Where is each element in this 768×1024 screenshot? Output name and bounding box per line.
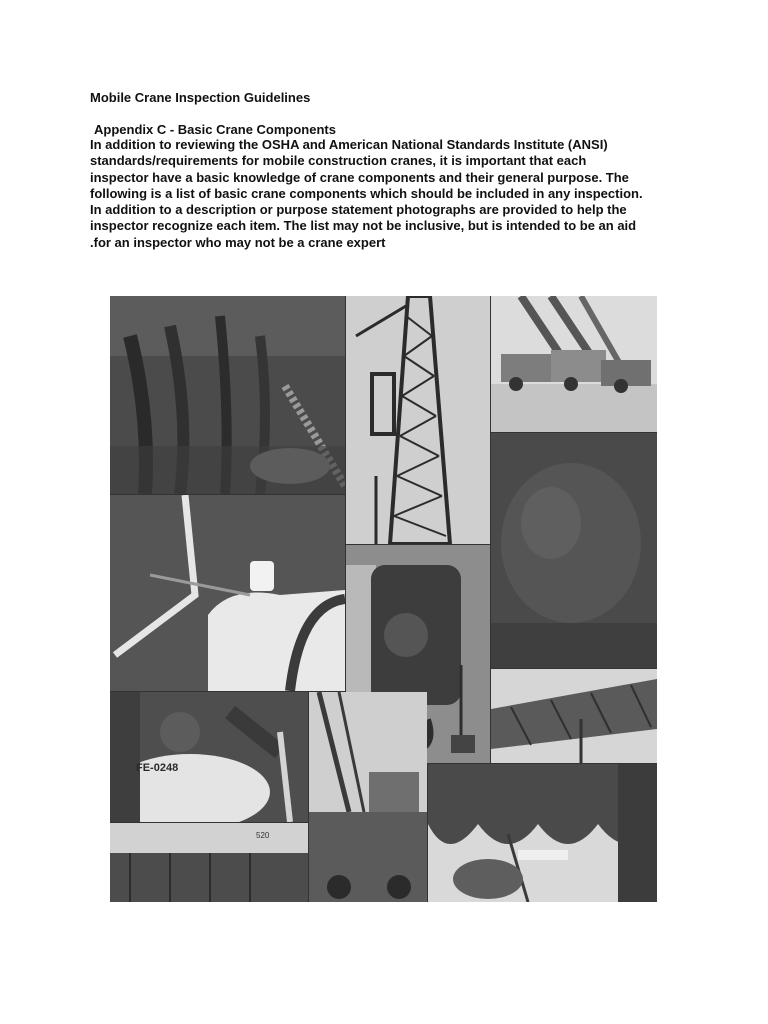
crane-carrier-illustration [309,692,427,902]
photo-lattice-boom-tower [346,296,490,544]
boom-section-illustration [491,669,657,763]
wire-rope-illustration [110,296,345,494]
intro-line: In addition to reviewing the OSHA and American National Standards Institute (ANSI) [90,137,608,152]
sheave-measurement-illustration [428,764,657,902]
photo-boom-section [491,669,657,763]
carrier-marking-label: 520 [256,831,270,840]
intro-line: following is a list of basic crane components which should be included in any inspection. [90,185,643,201]
section-heading: Appendix C - Basic Crane Components [94,122,336,137]
photo-inspector-at-engine [110,692,308,822]
crane-components-photo-collage [110,296,657,902]
tank-piping-illustration [110,495,345,691]
intro-line: inspector recognize each item. The list may not be inclusive, but is intended to be an aid [90,218,637,234]
photo-outrigger-pad [491,433,657,668]
photo-tank-and-piping [110,495,345,691]
photo-wire-rope-sheaves [110,296,345,494]
intro-line: .for an inspector who may not be a crane expert [90,234,386,250]
photo-sheave-measurement [428,764,657,902]
document-title: Mobile Crane Inspection Guidelines [90,90,311,105]
photo-crane-carrier [309,692,427,902]
inspector-engine-illustration [110,692,308,822]
tank-marking-label: FE-0248 [136,762,179,774]
outrigger-pad-illustration [491,433,657,668]
intro-paragraph [90,137,690,251]
carrier-deck-illustration [110,823,308,902]
intro-line: standards/requirements for mobile construction cranes, it is important that each [90,153,587,169]
intro-line: In addition to a description or purpose statement photographs are provided to help the [90,202,627,218]
lattice-boom-illustration [346,296,490,544]
intro-line: inspector have a basic knowledge of crane components and their general purpose. The [90,169,629,185]
parked-cranes-illustration [491,296,657,432]
photo-carrier-deck [110,823,308,902]
photo-cranes-parked-lot [491,296,657,432]
